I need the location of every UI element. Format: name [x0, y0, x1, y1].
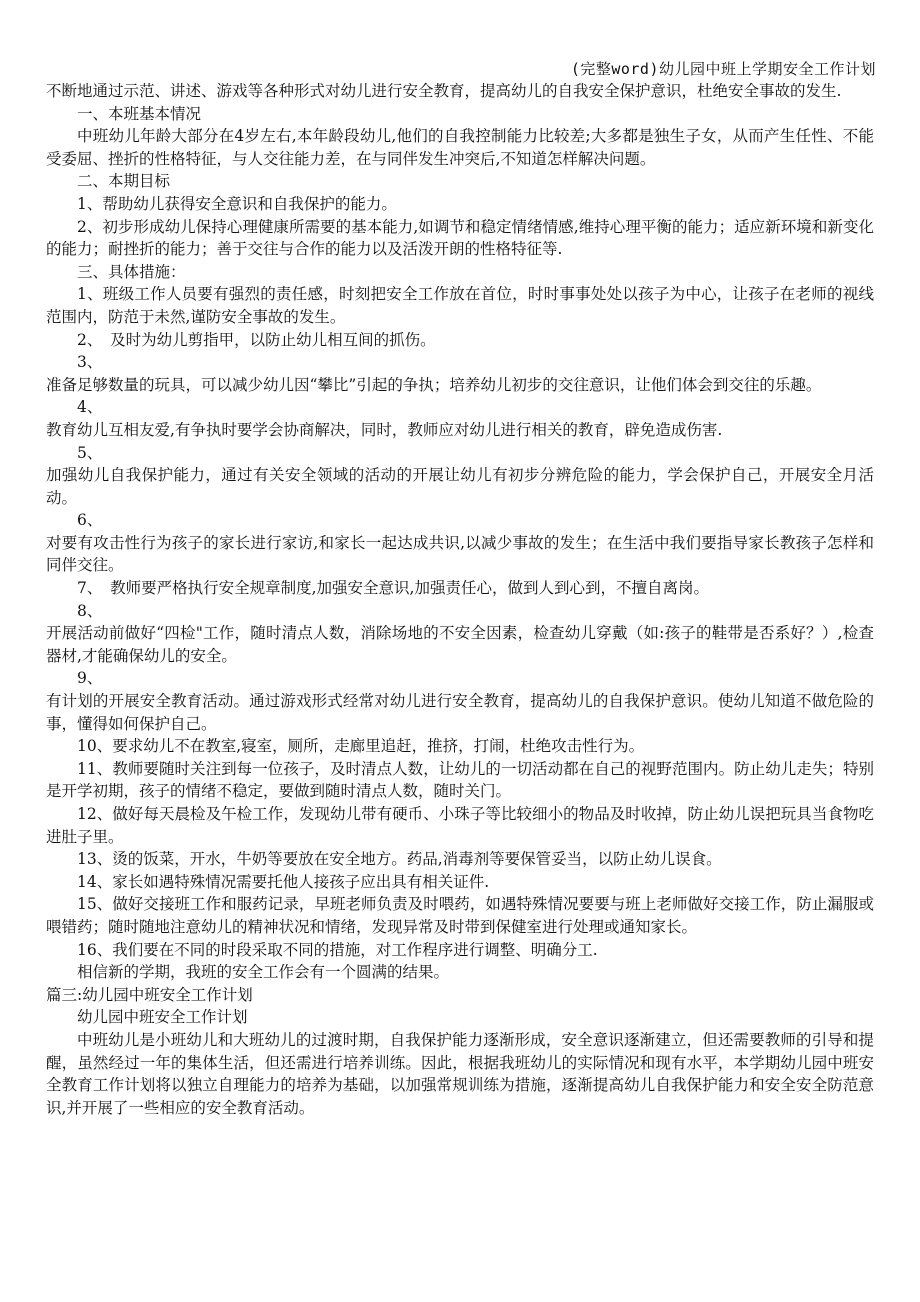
paragraph: 三、具体措施： [77, 262, 186, 281]
document-body [46, 80, 874, 1119]
paragraph: 8、 [77, 601, 103, 620]
paragraph: 15、做好交接班工作和服药记录，早班老师负责及时喂药，如遇特殊情况要要与班上老师做好交接工作，防止漏服或喂错药；随时随地注意幼儿的精神状况和情绪，发现异常及时带到保健室进行处理或通知家长。 [46, 895, 874, 936]
paragraph: 相信新的学期，我班的安全工作会有一个圆满的结果。 [77, 963, 450, 982]
paragraph: 开展活动前做好“四检"工作，随时清点人数，消除场地的不安全因素，检查幼儿穿戴（如:孩子的鞋带是否系好？）,检查器材,才能确保幼儿的安全。 [46, 624, 874, 665]
paragraph: 对要有攻击性行为孩子的家长进行家访,和家长一起达成共识,以减少事故的发生；在生活中我们要指导家长教孩子怎样和同伴交往。 [46, 533, 874, 575]
paragraph: 5、 [77, 443, 103, 462]
paragraph: 篇三:幼儿园中班安全工作计划 [46, 985, 253, 1004]
paragraph: 7、 教师要严格执行安全规章制度,加强安全意识,加强责任心，做到人到心到，不擅自离岗。 [77, 579, 709, 598]
paragraph: 不断地通过示范、讲述、游戏等各种形式对幼儿进行安全教育，提高幼儿的自我安全保护意识，杜绝安全事故的发生. [46, 82, 842, 100]
paragraph: 2、初步形成幼儿保持心理健康所需要的基本能力,如调节和稳定情绪情感,维持心理平衡的能力；适应新环境和新变化的能力；耐挫折的能力；善于交往与合作的能力以及活泼开朗的性格特征等. [46, 217, 874, 259]
paragraph: 1、班级工作人员要有强烈的责任感，时刻把安全工作放在首位，时时事事处处以孩子为中心，让孩子在老师的视线范围内，防范于未然,谨防安全事故的发生。 [46, 285, 874, 326]
page-header-title: (完整word)幼儿园中班上学期安全工作计划 [570, 60, 876, 78]
paragraph: 4、 [77, 398, 103, 417]
paragraph: 教育幼儿互相友爱,有争执时要学会协商解决，同时，教师应对幼儿进行相关的教育，辟免造成伤害. [46, 420, 723, 439]
paragraph: 1、帮助幼儿获得安全意识和自我保护的能力。 [77, 194, 397, 213]
paragraph: 有计划的开展安全教育活动。通过游戏形式经常对幼儿进行安全教育，提高幼儿的自我保护意识。使幼儿知道不做危险的事，懂得如何保护自己。 [46, 692, 874, 733]
paragraph: 2、 及时为幼儿剪指甲，以防止幼儿相互间的抓伤。 [77, 330, 436, 349]
paragraph: 中班幼儿是小班幼儿和大班幼儿的过渡时期，自我保护能力逐渐形成，安全意识逐渐建立，但还需要教师的引导和提醒，虽然经过一年的集体生活，但还需进行培养训练。因此，根据我班幼儿的实际情况和现有水平，本学期幼儿园中班安全教育工作计划将以独立自理能力的培养为基础，以加强常规训练为措施，逐渐提高幼儿自我保护能力和安全安全防范意识,并开展了一些相应的安全教育活动。 [46, 1030, 874, 1117]
paragraph: 9、 [77, 669, 103, 688]
paragraph: 6、 [77, 511, 103, 530]
paragraph: 中班幼儿年龄大部分在4岁左右,本年龄段幼儿,他们的自我控制能力比较差;大多都是独生子女，从而产生任性、不能受委屈、挫折的性格特征，与人交往能力差，在与同伴发生冲突后,不知道怎样解决问题。 [46, 127, 874, 168]
paragraph: 幼儿园中班安全工作计划 [77, 1008, 248, 1027]
paragraph: 16、我们要在不同的时段采取不同的措施，对工作程序进行调整、明确分工. [77, 940, 598, 959]
paragraph: 准备足够数量的玩具，可以减少幼儿因“攀比”引起的争执；培养幼儿初步的交往意识，让他们体会到交往的乐趣。 [46, 375, 822, 394]
paragraph: 14、家长如遇特殊情况需要托他人接孩子应出具有相关证件. [77, 872, 490, 891]
paragraph: 一、本班基本情况 [77, 104, 202, 123]
paragraph: 10、要求幼儿不在教室,寝室，厕所，走廊里追赶，推挤，打闹，杜绝攻击性行为。 [77, 737, 645, 756]
paragraph: 11、教师要随时关注到每一位孩子，及时清点人数，让幼儿的一切活动都在自己的视野范围内。防止幼儿走失；特别是开学初期，孩子的情绪不稳定，要做到随时清点人数，随时关门。 [46, 759, 874, 801]
paragraph: 13、烫的饭菜，开水，牛奶等要放在安全地方。药品,消毒剂等要保管妥当，以防止幼儿误食。 [77, 850, 722, 869]
paragraph: 二、本期目标 [77, 172, 171, 191]
paragraph: 12、做好每天晨检及午检工作，发现幼儿带有硬币、小珠子等比较细小的物品及时收掉，防止幼儿误把玩具当食物吃进肚子里。 [46, 805, 874, 846]
paragraph: 加强幼儿自我保护能力，通过有关安全领域的活动的开展让幼儿有初步分辨危险的能力，学会保护自己，开展安全月活动。 [46, 466, 874, 507]
paragraph: 3、 [77, 353, 103, 372]
